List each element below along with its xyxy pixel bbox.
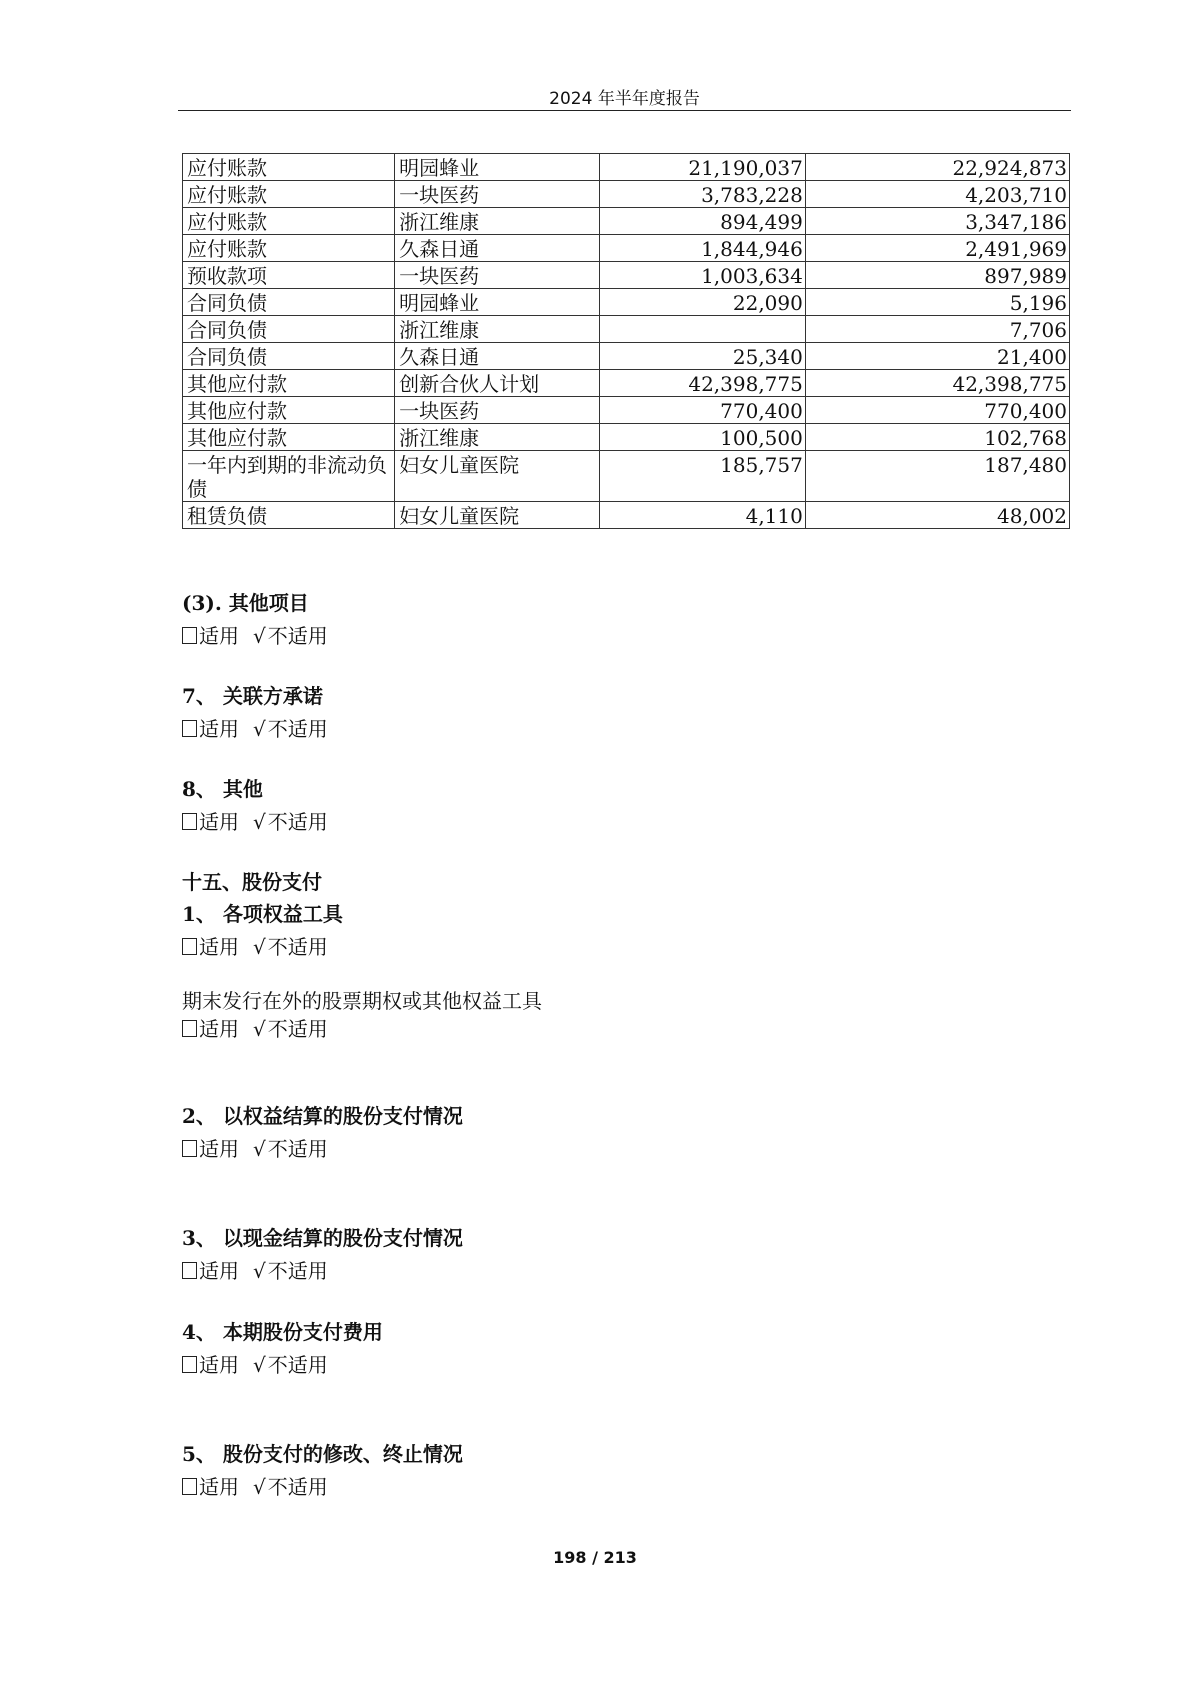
item-cell: 其他应付款 <box>183 370 395 397</box>
applicable-label: 适用 <box>199 1137 239 1161</box>
check-mark-icon: √ <box>253 717 266 741</box>
item-cell: 租赁负债 <box>183 502 395 529</box>
table-row <box>183 370 1070 397</box>
unchecked-box-icon <box>182 1140 197 1157</box>
opening-balance-cell: 4,203,710 <box>805 181 1069 208</box>
party-cell: 一块医药 <box>395 397 600 424</box>
section-equity-settled: 2、 以权益结算的股份支付情况 <box>182 1104 463 1128</box>
item-cell: 其他应付款 <box>183 397 395 424</box>
party-cell: 妇女儿童医院 <box>395 502 600 529</box>
check-mark-icon: √ <box>253 624 266 648</box>
applicable-label: 适用 <box>199 1475 239 1499</box>
applicable-label: 适用 <box>199 1017 239 1041</box>
check-mark-icon: √ <box>253 1017 266 1041</box>
unchecked-box-icon <box>182 627 197 644</box>
ending-balance-cell: 3,783,228 <box>599 181 805 208</box>
option-row <box>182 1255 328 1284</box>
option-row <box>182 1471 328 1500</box>
section-other: 8、 其他 <box>182 777 263 801</box>
section-other-items: (3). 其他项目 <box>182 591 309 615</box>
not-applicable-label: 不适用 <box>267 935 328 959</box>
header-divider <box>178 110 1071 111</box>
party-cell: 久森日通 <box>395 235 600 262</box>
table-row <box>183 154 1070 181</box>
opening-balance-cell: 187,480 <box>805 451 1069 502</box>
unchecked-box-icon <box>182 813 197 830</box>
party-cell: 久森日通 <box>395 343 600 370</box>
ending-balance-cell: 894,499 <box>599 208 805 235</box>
section-share-based-payment: 十五、股份支付 <box>182 870 322 894</box>
opening-balance-cell: 21,400 <box>805 343 1069 370</box>
party-cell: 创新合伙人计划 <box>395 370 600 397</box>
option-row <box>182 806 328 835</box>
unchecked-box-icon <box>182 938 197 955</box>
not-applicable-label: 不适用 <box>267 1017 328 1041</box>
party-cell: 一块医药 <box>395 262 600 289</box>
opening-balance-cell: 42,398,775 <box>805 370 1069 397</box>
item-cell: 应付账款 <box>183 154 395 181</box>
ending-balance-cell <box>599 316 805 343</box>
table-row <box>183 502 1070 529</box>
applicable-label: 适用 <box>199 935 239 959</box>
table-row <box>183 397 1070 424</box>
ending-balance-cell: 1,844,946 <box>599 235 805 262</box>
not-applicable-label: 不适用 <box>267 1353 328 1377</box>
ending-balance-cell: 100,500 <box>599 424 805 451</box>
party-cell: 浙江维康 <box>395 208 600 235</box>
section-cash-settled: 3、 以现金结算的股份支付情况 <box>182 1226 463 1250</box>
opening-balance-cell: 7,706 <box>805 316 1069 343</box>
page-number: 198 / 213 <box>553 1548 637 1567</box>
check-mark-icon: √ <box>253 1259 266 1283</box>
opening-balance-cell: 770,400 <box>805 397 1069 424</box>
opening-balance-cell: 897,989 <box>805 262 1069 289</box>
unchecked-box-icon <box>182 1262 197 1279</box>
not-applicable-label: 不适用 <box>267 624 328 648</box>
item-cell: 预收款项 <box>183 262 395 289</box>
opening-balance-cell: 22,924,873 <box>805 154 1069 181</box>
related-party-balance-table <box>182 153 1070 529</box>
unchecked-box-icon <box>182 720 197 737</box>
opening-balance-cell: 3,347,186 <box>805 208 1069 235</box>
ending-balance-cell: 185,757 <box>599 451 805 502</box>
opening-balance-cell: 102,768 <box>805 424 1069 451</box>
party-cell: 浙江维康 <box>395 316 600 343</box>
table-row <box>183 262 1070 289</box>
table-row <box>183 343 1070 370</box>
applicable-label: 适用 <box>199 1259 239 1283</box>
check-mark-icon: √ <box>253 810 266 834</box>
item-cell: 合同负债 <box>183 343 395 370</box>
section-modification-termination: 5、 股份支付的修改、终止情况 <box>182 1442 463 1466</box>
item-cell: 合同负债 <box>183 289 395 316</box>
item-cell: 应付账款 <box>183 208 395 235</box>
party-cell: 浙江维康 <box>395 424 600 451</box>
party-cell: 明园蜂业 <box>395 154 600 181</box>
table-row <box>183 289 1070 316</box>
item-cell: 一年内到期的非流动负债 <box>183 451 395 502</box>
table-row <box>183 451 1070 502</box>
unchecked-box-icon <box>182 1478 197 1495</box>
ending-balance-cell: 770,400 <box>599 397 805 424</box>
table-row <box>183 424 1070 451</box>
option-row <box>182 931 328 960</box>
unchecked-box-icon <box>182 1356 197 1373</box>
party-cell: 明园蜂业 <box>395 289 600 316</box>
option-row <box>182 1349 328 1378</box>
option-row <box>182 713 328 742</box>
page-header-title: 2024 年半年度报告 <box>549 89 700 109</box>
check-mark-icon: √ <box>253 1137 266 1161</box>
check-mark-icon: √ <box>253 935 266 959</box>
option-row <box>182 1013 328 1042</box>
opening-balance-cell: 48,002 <box>805 502 1069 529</box>
unchecked-box-icon <box>182 1020 197 1037</box>
ending-balance-cell: 42,398,775 <box>599 370 805 397</box>
table-row <box>183 208 1070 235</box>
table-row <box>183 316 1070 343</box>
opening-balance-cell: 2,491,969 <box>805 235 1069 262</box>
table-row <box>183 181 1070 208</box>
outstanding-options-caption: 期末发行在外的股票期权或其他权益工具 <box>182 989 542 1013</box>
section-equity-instruments: 1、 各项权益工具 <box>182 902 343 926</box>
not-applicable-label: 不适用 <box>267 1475 328 1499</box>
ending-balance-cell: 4,110 <box>599 502 805 529</box>
ending-balance-cell: 22,090 <box>599 289 805 316</box>
party-cell: 一块医药 <box>395 181 600 208</box>
check-mark-icon: √ <box>253 1353 266 1377</box>
option-row <box>182 620 328 649</box>
item-cell: 应付账款 <box>183 181 395 208</box>
not-applicable-label: 不适用 <box>267 810 328 834</box>
applicable-label: 适用 <box>199 810 239 834</box>
applicable-label: 适用 <box>199 624 239 648</box>
section-related-party-commitments: 7、 关联方承诺 <box>182 684 323 708</box>
option-row <box>182 1133 328 1162</box>
item-cell: 应付账款 <box>183 235 395 262</box>
ending-balance-cell: 25,340 <box>599 343 805 370</box>
opening-balance-cell: 5,196 <box>805 289 1069 316</box>
not-applicable-label: 不适用 <box>267 717 328 741</box>
section-current-period-expense: 4、 本期股份支付费用 <box>182 1320 383 1344</box>
party-cell: 妇女儿童医院 <box>395 451 600 502</box>
check-mark-icon: √ <box>253 1475 266 1499</box>
not-applicable-label: 不适用 <box>267 1137 328 1161</box>
not-applicable-label: 不适用 <box>267 1259 328 1283</box>
item-cell: 合同负债 <box>183 316 395 343</box>
item-cell: 其他应付款 <box>183 424 395 451</box>
ending-balance-cell: 21,190,037 <box>599 154 805 181</box>
applicable-label: 适用 <box>199 1353 239 1377</box>
ending-balance-cell: 1,003,634 <box>599 262 805 289</box>
applicable-label: 适用 <box>199 717 239 741</box>
table-row <box>183 235 1070 262</box>
